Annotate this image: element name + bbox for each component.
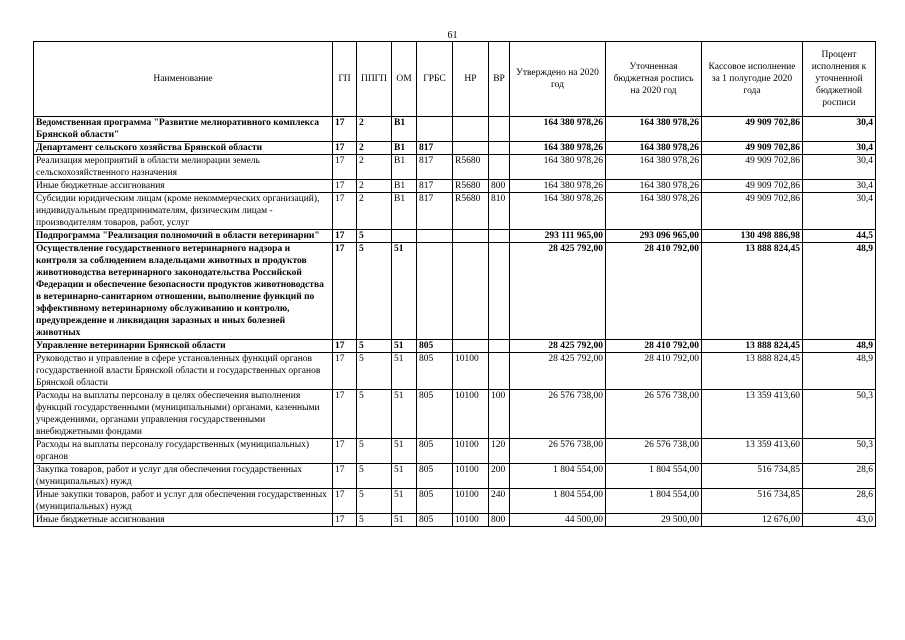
row-om: 51	[392, 489, 417, 514]
row-grbs	[417, 230, 453, 243]
row-vr	[489, 340, 510, 353]
table-row	[34, 180, 876, 193]
row-approved: 164 380 978,26	[510, 193, 606, 230]
row-percent: 30,4	[803, 142, 876, 155]
row-refined: 164 380 978,26	[606, 155, 702, 180]
row-approved: 164 380 978,26	[510, 180, 606, 193]
row-gp: 17	[333, 489, 357, 514]
row-percent: 30,4	[803, 155, 876, 180]
row-name: Расходы на выплаты персоналу государственных (муниципальных) органов	[34, 439, 333, 464]
column-header: ППГП	[357, 42, 392, 117]
row-ppgp: 2	[357, 155, 392, 180]
row-om: В1	[392, 155, 417, 180]
row-approved: 28 425 792,00	[510, 340, 606, 353]
row-approved: 293 111 965,00	[510, 230, 606, 243]
row-approved: 28 425 792,00	[510, 243, 606, 340]
column-header: ГРБС	[417, 42, 453, 117]
row-nr: 10100	[453, 464, 489, 489]
row-percent: 44,5	[803, 230, 876, 243]
row-ppgp: 2	[357, 193, 392, 230]
row-nr: 10100	[453, 390, 489, 439]
row-nr	[453, 243, 489, 340]
row-ppgp: 5	[357, 489, 392, 514]
row-gp: 17	[333, 439, 357, 464]
row-percent: 48,9	[803, 243, 876, 340]
table-row	[34, 230, 876, 243]
row-percent: 48,9	[803, 340, 876, 353]
row-om: 51	[392, 514, 417, 527]
row-cash: 130 498 886,98	[702, 230, 803, 243]
row-vr	[489, 353, 510, 390]
row-grbs: 817	[417, 180, 453, 193]
row-refined: 164 380 978,26	[606, 180, 702, 193]
row-name: Подпрограмма "Реализация полномочий в области ветеринарии"	[34, 230, 333, 243]
row-nr: 10100	[453, 353, 489, 390]
row-name: Иные бюджетные ассигнования	[34, 514, 333, 527]
table-header-row	[34, 42, 876, 117]
row-vr	[489, 117, 510, 142]
row-approved: 28 425 792,00	[510, 353, 606, 390]
row-approved: 164 380 978,26	[510, 155, 606, 180]
row-approved: 44 500,00	[510, 514, 606, 527]
row-cash: 13 888 824,45	[702, 340, 803, 353]
column-header: НР	[453, 42, 489, 117]
row-cash: 12 676,00	[702, 514, 803, 527]
row-nr: R5680	[453, 180, 489, 193]
table-row	[34, 155, 876, 180]
row-percent: 43,0	[803, 514, 876, 527]
row-gp: 17	[333, 230, 357, 243]
row-vr	[489, 230, 510, 243]
row-cash: 516 734,85	[702, 464, 803, 489]
row-nr: 10100	[453, 439, 489, 464]
row-vr: 120	[489, 439, 510, 464]
table-row	[34, 439, 876, 464]
row-refined: 1 804 554,00	[606, 464, 702, 489]
row-nr	[453, 117, 489, 142]
row-name: Расходы на выплаты персоналу в целях обеспечения выполнения функций государственными (муниципальными) органами, казенными учреждениями, органами управления государственными внебюджетными фондами	[34, 390, 333, 439]
row-name: Закупка товаров, работ и услуг для обеспечения государственных (муниципальных) нужд	[34, 464, 333, 489]
row-ppgp: 5	[357, 439, 392, 464]
row-approved: 26 576 738,00	[510, 439, 606, 464]
row-cash: 13 359 413,60	[702, 390, 803, 439]
row-grbs: 817	[417, 155, 453, 180]
row-vr: 100	[489, 390, 510, 439]
row-vr: 800	[489, 514, 510, 527]
row-om: В1	[392, 142, 417, 155]
row-nr: 10100	[453, 514, 489, 527]
budget-table	[33, 41, 876, 527]
row-ppgp: 5	[357, 243, 392, 340]
row-gp: 17	[333, 180, 357, 193]
row-vr: 800	[489, 180, 510, 193]
table-body	[34, 117, 876, 527]
row-percent: 50,3	[803, 390, 876, 439]
table-row	[34, 117, 876, 142]
row-nr	[453, 230, 489, 243]
row-om	[392, 230, 417, 243]
page-number: 61	[447, 30, 458, 41]
column-header: Процент исполнения к уточненной бюджетной росписи	[803, 42, 876, 117]
row-refined: 28 410 792,00	[606, 353, 702, 390]
row-ppgp: 5	[357, 230, 392, 243]
row-ppgp: 5	[357, 390, 392, 439]
row-grbs: 817	[417, 142, 453, 155]
row-name: Иные бюджетные ассигнования	[34, 180, 333, 193]
row-nr	[453, 340, 489, 353]
row-vr	[489, 142, 510, 155]
table-row	[34, 142, 876, 155]
row-nr	[453, 142, 489, 155]
row-percent: 30,4	[803, 117, 876, 142]
row-refined: 26 576 738,00	[606, 390, 702, 439]
row-om: 51	[392, 353, 417, 390]
row-name: Реализация мероприятий в области мелиорации земель сельскохозяйственного назначения	[34, 155, 333, 180]
column-header: Утверждено на 2020 год	[510, 42, 606, 117]
table-row	[34, 390, 876, 439]
row-refined: 164 380 978,26	[606, 193, 702, 230]
row-vr	[489, 155, 510, 180]
row-grbs: 805	[417, 464, 453, 489]
table-row	[34, 193, 876, 230]
row-grbs: 805	[417, 514, 453, 527]
row-vr	[489, 243, 510, 340]
column-header: Кассовое исполнение за 1 полугодие 2020 года	[702, 42, 803, 117]
row-gp: 17	[333, 193, 357, 230]
table-row	[34, 243, 876, 340]
row-gp: 17	[333, 117, 357, 142]
row-gp: 17	[333, 243, 357, 340]
row-ppgp: 5	[357, 353, 392, 390]
row-name: Ведомственная программа "Развитие мелиоративного комплекса Брянской области"	[34, 117, 333, 142]
row-grbs: 805	[417, 489, 453, 514]
row-om: В1	[392, 180, 417, 193]
row-ppgp: 5	[357, 340, 392, 353]
row-percent: 48,9	[803, 353, 876, 390]
row-refined: 28 410 792,00	[606, 340, 702, 353]
row-percent: 50,3	[803, 439, 876, 464]
row-cash: 13 888 824,45	[702, 243, 803, 340]
row-grbs: 805	[417, 439, 453, 464]
row-approved: 26 576 738,00	[510, 390, 606, 439]
row-grbs: 805	[417, 390, 453, 439]
row-cash: 516 734,85	[702, 489, 803, 514]
row-gp: 17	[333, 340, 357, 353]
row-cash: 49 909 702,86	[702, 142, 803, 155]
column-header: ОМ	[392, 42, 417, 117]
row-grbs: 817	[417, 193, 453, 230]
row-gp: 17	[333, 390, 357, 439]
row-name: Субсидии юридическим лицам (кроме некоммерческих организаций), индивидуальным предпринимателям, физическим лицам - производителям товаров, работ, услуг	[34, 193, 333, 230]
table-row	[34, 340, 876, 353]
row-ppgp: 5	[357, 514, 392, 527]
row-refined: 26 576 738,00	[606, 439, 702, 464]
row-ppgp: 2	[357, 142, 392, 155]
row-om: 51	[392, 243, 417, 340]
row-ppgp: 5	[357, 464, 392, 489]
row-approved: 164 380 978,26	[510, 117, 606, 142]
row-vr: 200	[489, 464, 510, 489]
row-nr: R5680	[453, 193, 489, 230]
column-header: ВР	[489, 42, 510, 117]
row-approved: 164 380 978,26	[510, 142, 606, 155]
row-cash: 13 359 413,60	[702, 439, 803, 464]
row-vr: 240	[489, 489, 510, 514]
row-om: 51	[392, 390, 417, 439]
row-nr: 10100	[453, 489, 489, 514]
table-row	[34, 489, 876, 514]
row-om: 51	[392, 464, 417, 489]
row-om: 51	[392, 340, 417, 353]
row-grbs	[417, 117, 453, 142]
row-nr: R5680	[453, 155, 489, 180]
row-refined: 164 380 978,26	[606, 117, 702, 142]
row-om: 51	[392, 439, 417, 464]
row-gp: 17	[333, 155, 357, 180]
column-header: ГП	[333, 42, 357, 117]
column-header: Уточненная бюджетная роспись на 2020 год	[606, 42, 702, 117]
row-name: Департамент сельского хозяйства Брянской области	[34, 142, 333, 155]
column-header: Наименование	[34, 42, 333, 117]
row-name: Управление ветеринарии Брянской области	[34, 340, 333, 353]
row-refined: 164 380 978,26	[606, 142, 702, 155]
row-cash: 13 888 824,45	[702, 353, 803, 390]
row-ppgp: 2	[357, 117, 392, 142]
row-percent: 30,4	[803, 180, 876, 193]
row-cash: 49 909 702,86	[702, 117, 803, 142]
row-om: В1	[392, 117, 417, 142]
row-grbs: 805	[417, 340, 453, 353]
table-row	[34, 514, 876, 527]
row-grbs: 805	[417, 353, 453, 390]
row-gp: 17	[333, 514, 357, 527]
row-name: Иные закупки товаров, работ и услуг для обеспечения государственных (муниципальных) нужд	[34, 489, 333, 514]
row-om: В1	[392, 193, 417, 230]
row-approved: 1 804 554,00	[510, 464, 606, 489]
row-gp: 17	[333, 353, 357, 390]
row-gp: 17	[333, 142, 357, 155]
row-refined: 29 500,00	[606, 514, 702, 527]
row-percent: 28,6	[803, 489, 876, 514]
row-vr: 810	[489, 193, 510, 230]
row-percent: 28,6	[803, 464, 876, 489]
row-cash: 49 909 702,86	[702, 193, 803, 230]
row-name: Осуществление государственного ветеринарного надзора и контроля за соблюдением владельцами животных и продуктов животноводства ветеринарного законодательства Российской Федерации и обеспечение безопасности продуктов животноводства в ветеринарно-санитарном отношении, выполнение функций по эффективному ветеринарному обслуживанию и контролю, предупреждение и ликвидация заразных и иных болезней животных	[34, 243, 333, 340]
row-cash: 49 909 702,86	[702, 180, 803, 193]
row-cash: 49 909 702,86	[702, 155, 803, 180]
table-row	[34, 353, 876, 390]
row-refined: 28 410 792,00	[606, 243, 702, 340]
table-row	[34, 464, 876, 489]
row-name: Руководство и управление в сфере установленных функций органов государственной власти Брянской области и государственных органов Брянской области	[34, 353, 333, 390]
row-approved: 1 804 554,00	[510, 489, 606, 514]
row-refined: 293 096 965,00	[606, 230, 702, 243]
row-percent: 30,4	[803, 193, 876, 230]
row-gp: 17	[333, 464, 357, 489]
row-refined: 1 804 554,00	[606, 489, 702, 514]
row-grbs	[417, 243, 453, 340]
row-ppgp: 2	[357, 180, 392, 193]
